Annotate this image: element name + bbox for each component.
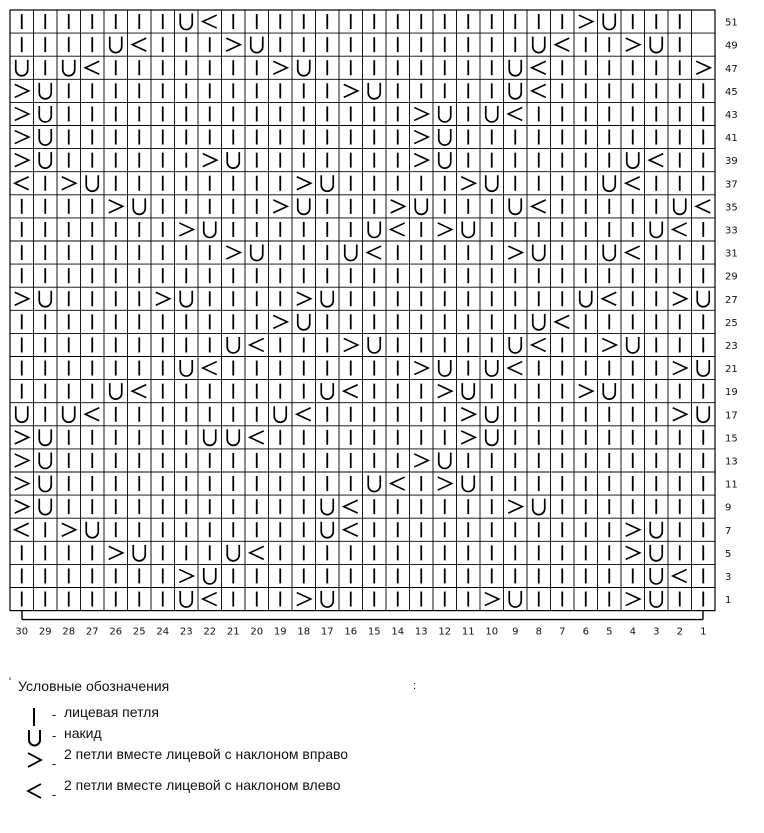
row-number-label: 33: [725, 225, 738, 237]
column-number-label: 19: [273, 626, 287, 638]
column-number-label: 21: [226, 626, 240, 638]
column-number-label: 26: [109, 626, 123, 638]
column-number-label: 25: [132, 626, 146, 638]
column-number-label: 17: [320, 626, 334, 638]
column-number-label: 23: [179, 626, 193, 638]
row-number-label: 7: [725, 525, 732, 537]
legend-label-yarn-over: накид: [64, 725, 102, 741]
legend-item-k2tog-right: [22, 747, 482, 775]
legend-title: Условные обозначения: [18, 678, 170, 694]
legend-item-k2tog-left: [22, 778, 482, 806]
column-number-label: 10: [485, 626, 499, 638]
row-number-label: 13: [725, 456, 738, 468]
row-number-label: 21: [725, 364, 738, 376]
column-number-label: 18: [297, 626, 311, 638]
row-number-label: 41: [725, 133, 738, 145]
row-number-label: 37: [725, 179, 738, 191]
legend-dash: -: [52, 707, 57, 722]
column-number-label: 30: [15, 626, 29, 638]
legend-label-k2tog-left: 2 петли вместе лицевой с наклоном влево: [64, 777, 341, 793]
row-number-label: 3: [725, 571, 732, 583]
row-number-label: 29: [725, 271, 738, 283]
column-number-label: 9: [512, 626, 519, 638]
row-number-label: 39: [725, 156, 738, 168]
row-number-label: 5: [725, 548, 732, 560]
row-number-label: 51: [725, 17, 738, 29]
legend-label-k2tog-right: 2 петли вместе лицевой с наклоном вправо: [64, 746, 349, 762]
row-number-label: 11: [725, 479, 738, 491]
column-number-label: 16: [344, 626, 358, 638]
column-number-label: 11: [461, 626, 475, 638]
legend-dash: -: [52, 728, 57, 743]
column-number-label: 12: [438, 626, 452, 638]
column-number-label: 13: [414, 626, 428, 638]
column-number-label: 27: [85, 626, 99, 638]
legend-tick-mark: ': [9, 676, 12, 688]
column-number-label: 22: [203, 626, 217, 638]
column-number-label: 2: [676, 626, 683, 638]
row-number-label: 15: [725, 433, 738, 445]
column-number-label: 6: [582, 626, 589, 638]
column-number-label: 3: [653, 626, 660, 638]
row-number-label: 45: [725, 86, 738, 98]
column-number-label: 1: [700, 626, 707, 638]
column-number-label: 28: [62, 626, 76, 638]
row-number-label: 47: [725, 63, 738, 75]
column-number-label: 7: [559, 626, 566, 638]
column-number-label: 14: [391, 626, 405, 638]
row-number-label: 43: [725, 109, 738, 121]
legend-colon: :: [413, 680, 417, 692]
column-number-label: 5: [606, 626, 613, 638]
column-number-label: 15: [367, 626, 381, 638]
row-number-label: 9: [725, 502, 732, 514]
row-number-label: 17: [725, 410, 738, 422]
legend-label-knit: лицевая петля: [64, 704, 159, 720]
column-number-label: 8: [535, 626, 542, 638]
row-number-label: 19: [725, 387, 738, 399]
row-number-label: 35: [725, 202, 738, 214]
column-number-label: 29: [38, 626, 52, 638]
row-number-label: 27: [725, 294, 738, 306]
legend-dash: -: [52, 756, 57, 771]
decrease-left-icon: [22, 778, 48, 802]
legend-dash: -: [52, 787, 57, 802]
row-number-label: 31: [725, 248, 738, 260]
column-number-label: 20: [250, 626, 264, 638]
row-number-label: 49: [725, 40, 738, 52]
decrease-right-icon: [22, 747, 48, 771]
legend: [0, 676, 764, 833]
row-number-label: 23: [725, 340, 738, 352]
row-number-label: 1: [725, 595, 732, 607]
column-number-label: 4: [629, 626, 636, 638]
column-number-label: 24: [156, 626, 170, 638]
row-number-label: 25: [725, 317, 738, 329]
